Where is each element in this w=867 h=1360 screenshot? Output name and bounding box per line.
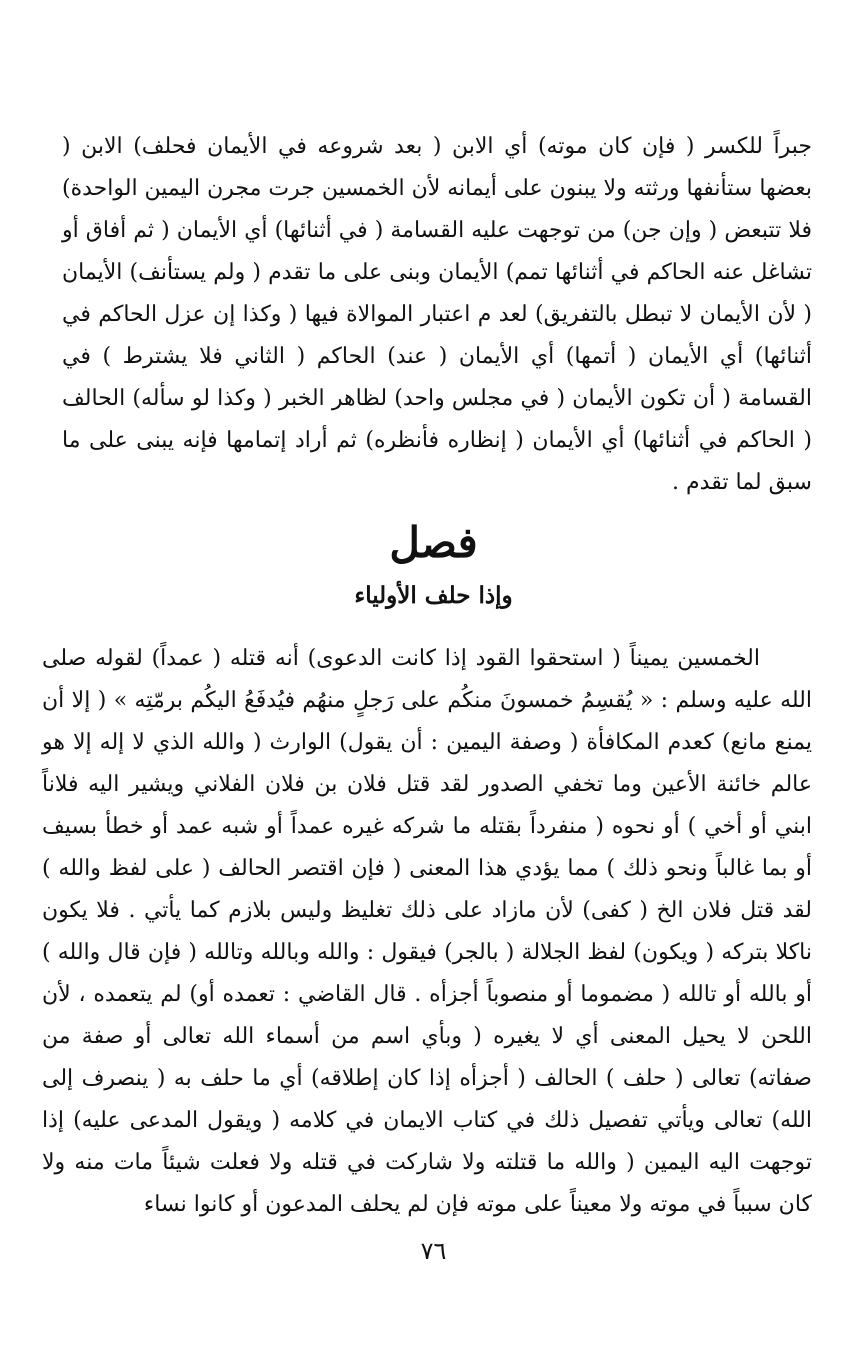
paragraph-section-body: الخمسين يميناً ( استحقوا القود إذا كانت الدعوى) أنه قتله ( عمداً) لقوله صلى الله عليه وسلم : « يُقسِمُ خمسونَ منكُم على رَجلٍ منهُم فيُدفَعُ اليكُم برمّتِه » ( إلا أن يمنع مانع) كعدم المكافأة ( وصفة اليمين : أن يقول) الوارث ( والله الذي لا إله إلا هو عالم خائنة الأعين وما تخفي الصدور لقد قتل فلان بن فلان الفلاني ويشير اليه فلاناً ابني أو أخي ) أو نحوه ( منفرداً بقتله ما شركه غيره عمداً أو شبه عمد أو خطأ بسيف أو بما غالباً ونحو ذلك ) مما يؤدي هذا المعنى ( فإن اقتصر الحالف ( على لفظ والله ) لقد قتل فلان الخ ( كفى) لأن مازاد على ذلك تغليظ وليس بلازم كما يأتي . فلا يكون ناكلا بتركه ( ويكون) لفظ الجلالة ( بالجر) فيقول : والله وبالله وتالله ( فإن قال والله ) أو بالله أو تالله ( مضموما أو منصوباً أجزأه . قال القاضي : تعمده أو) لم يتعمده ، لأن اللحن لا يحيل المعنى أي لا يغيره ( وبأي اسم من أسماء الله تعالى أو صفة من صفاته) تعالى ( حلف ) الحالف ( أجزأه إذا كان إطلاقه) أي ما حلف به ( ينصرف إلى الله) تعالى ويأتي تفصيل ذلك في كتاب الايمان في كلامه ( ويقول المدعى عليه) إذا توجهت اليه اليمين ( والله ما قتلته ولا شاركت في قتله ولا فعلت شيئاً مات منه ولا كان سبباً في موته ولا معيناً على موته فإن لم يحلف المدعون أو كانوا نساء [42,646,812,1217]
page-number: ٧٦ [420,1237,447,1265]
paragraph-continuation: جبراً للكسر ( فإن كان موته) أي الابن ( بعد شروعه في الأيمان فحلف) الابن ( بعضها ستأنفها ورثته ولا يبنون على أيمانه لأن الخمسين جرت مجرن اليمين الواحدة) فلا تتبعض ( وإن جن) من توجهت عليه القسامة ( في أثنائها) أي الأيمان ( ثم أفاق أو تشاغل عنه الحاكم في أثنائها تمم) الأيمان وبنى على ما تقدم ( ولم يستأنف) الأيمان ( لأن الأيمان لا تبطل بالتفريق) لعد م اعتبار الموالاة فيها ( وكذا إن عزل الحاكم في أثنائها) أي الأيمان ( أتمها) أي الأيمان ( عند) الحاكم ( الثاني فلا يشترط ) في القسامة ( أن تكون الأيمان ( في مجلس واحد) لظاهر الخبر ( وكذا لو سأله) الحالف ( الحاكم في أثنائها) أي الأيمان ( إنظاره فأنظره) ثم أراد إتمامها فإنه يبنى على ما سبق لما تقدم . [62,134,812,495]
section-heading: فصل [389,518,478,567]
section-subheading: وإذا حلف الأولياء [354,582,513,609]
